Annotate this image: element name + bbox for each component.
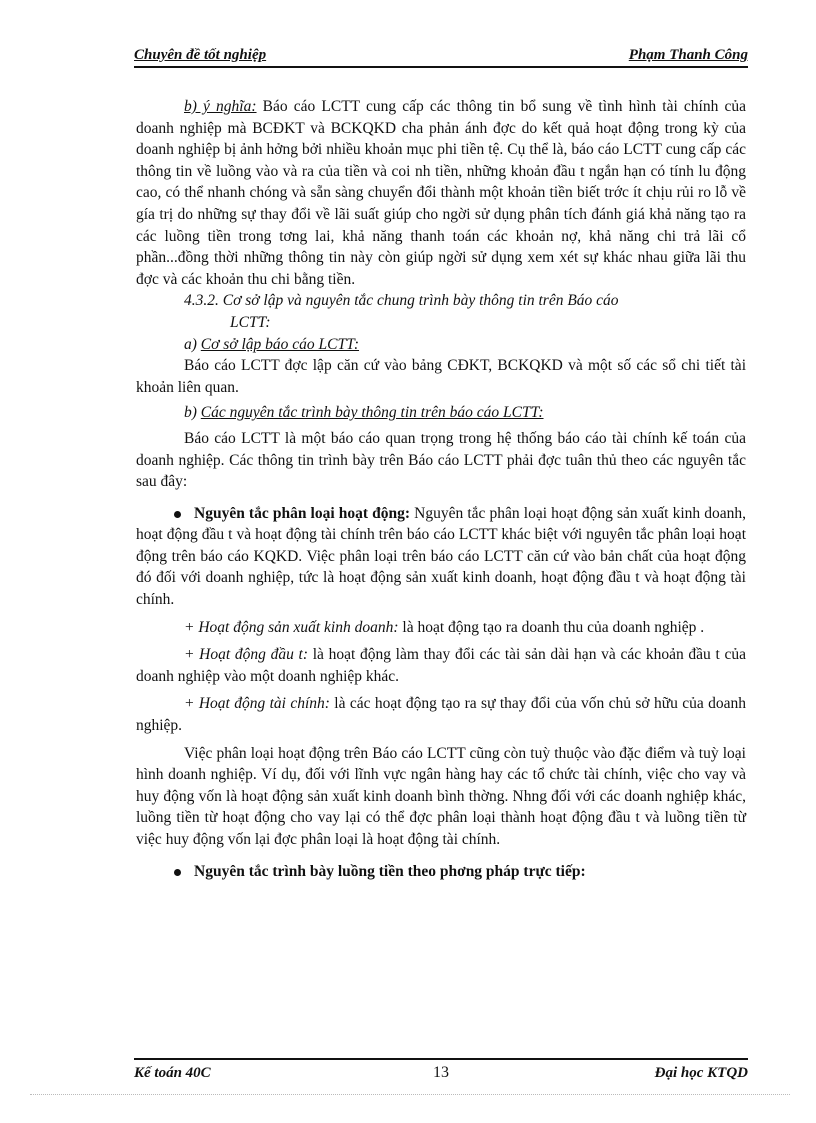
paragraph-hd-sxkd xyxy=(136,617,746,639)
bullet-dot-icon xyxy=(174,869,181,876)
bullet-phan-loai-label: Nguyên tắc phân loại hoạt động: xyxy=(194,504,411,522)
bullet-dot-icon xyxy=(174,511,181,518)
bullet-phan-loai-text: Nguyên tắc phân loại hoạt động sản xuất kinh doanh, hoạt động đầu t và hoạt động tài chính trên báo cáo LCTT khác biệt với nguyên tắc phân loại hoạt động trên báo cáo KQKD. Việc phân loại trên báo cáo LCTT căn cứ vào bản chất của hoạt động đó đối với doanh nghiệp, tức là hoạt động sản xuất kinh doanh, hoạt động đầu t và hoạt động tài chính. xyxy=(136,504,747,609)
header-left: Chuyên đề tốt nghiệp xyxy=(134,47,267,63)
paragraph-y-nghia xyxy=(136,96,746,290)
subheading-b xyxy=(136,402,746,424)
paragraph-hd-tai-chinh xyxy=(136,693,746,736)
heading-4-3-2-line2: LCTT: xyxy=(230,313,271,331)
heading-4-3-2-line1: 4.3.2. Cơ sở lập và nguyên tắc chung trình bày thông tin trên Báo cáo xyxy=(184,292,619,310)
page-edge-divider xyxy=(30,1094,790,1095)
section-heading-4-3-2 xyxy=(136,290,746,333)
hd-sxkd-label: + Hoạt động sản xuất kinh doanh: xyxy=(184,618,399,636)
hd-tai-chinh-label: + Hoạt động tài chính: xyxy=(184,695,330,713)
footer-right: Đại học KTQD xyxy=(654,1065,748,1081)
subheading-a xyxy=(136,334,746,356)
subheading-b-label: Các nguyên tắc trình bày thông tin trên báo cáo LCTT: xyxy=(200,404,544,422)
page-footer xyxy=(134,1058,748,1080)
subheading-a-label: Cơ sở lập báo cáo LCTT: xyxy=(200,335,360,353)
page-header xyxy=(134,46,748,68)
bullet-truc-tiep xyxy=(136,861,746,883)
footer-left: Kế toán 40C xyxy=(134,1065,211,1081)
document-body xyxy=(136,96,746,882)
bullet-truc-tiep-label: Nguyên tắc trình bày luồng tiền theo phơng pháp trực tiếp: xyxy=(194,862,586,880)
hd-sxkd-text: là hoạt động tạo ra doanh thu của doanh nghiệp . xyxy=(398,618,705,636)
paragraph-co-so-lap: Báo cáo LCTT đợc lập căn cứ vào bảng CĐKT, BCKQKD và một số các sổ chi tiết tài khoản liên quan. xyxy=(136,357,746,396)
paragraph-hd-dau-tu xyxy=(136,644,746,687)
subheading-a-prefix: a) xyxy=(184,335,201,353)
header-right: Phạm Thanh Công xyxy=(628,47,748,63)
bullet-phan-loai xyxy=(136,503,746,611)
y-nghia-label: b) ý nghĩa: xyxy=(184,98,257,115)
hd-dau-tu-label: + Hoạt động đầu t: xyxy=(184,646,308,664)
paragraph-nguyen-tac: Báo cáo LCTT là một báo cáo quan trọng trong hệ thống báo cáo tài chính kế toán của doanh nghiệp. Các thông tin trình bày trên Báo cáo LCTT phải đợc tuân thủ theo các nguyên tắc sau đây: xyxy=(136,429,746,491)
hd-tai-chinh-text: là các hoạt động tạo ra sự thay đổi của vốn chủ sở hữu của doanh nghiệp. xyxy=(136,695,746,735)
page-number: 13 xyxy=(433,1064,449,1081)
y-nghia-text: Báo cáo LCTT cung cấp các thông tin bổ sung về tình hình tài chính của doanh nghiệp mà BCĐKT và BCKQKD cha phản ánh đợc do kết quả hoạt động trong kỳ của doanh nghiệp bị ảnh hởng bởi nhiều khoản mục phi tiền tệ. Cụ thể là, báo cáo LCTT cung cấp các thông tin về luồng vào và ra của tiền và coi nh tiền, những khoản đầu t ngắn hạn có tính lu động cao, có thể nhanh chóng và sẵn sàng chuyển đổi thành một khoản tiền biết trớc ít chịu rủi ro lỗ về gía trị do những sự thay đổi về lãi suất giúp cho ngời sử dụng phân tích đánh giá khả năng tạo ra các luồng tiền trong tơng lai, khả năng thanh toán các khoản nợ, khả năng chi trả lãi cổ phần...đồng thời những thông tin này còn giúp ngời sử dụng xem xét sự khác nhau giữa lãi thu đợc và các khoản thu chi bằng tiền. xyxy=(136,98,747,288)
paragraph-viec-phan-loai: Việc phân loại hoạt động trên Báo cáo LCTT cũng còn tuỳ thuộc vào đặc điểm và tuỳ loại hình doanh nghiệp. Ví dụ, đối với lĩnh vực ngân hàng hay các tổ chức tài chính, việc cho vay và huy động vốn là hoạt động sản xuất kinh doanh bình thờng. Nhng đối với các doanh nghiệp khác, luồng tiền từ hoạt động cho vay lại có thể đợc phân loại thành hoạt động đầu t và luồng tiền từ việc huy động vốn lại đợc phân loại là hoạt động tài chính. xyxy=(136,744,746,848)
subheading-b-prefix: b) xyxy=(184,404,201,422)
hd-dau-tu-text: là hoạt động làm thay đổi các tài sản dài hạn và các khoản đầu t của doanh nghiệp vào một doanh nghiệp khác. xyxy=(136,646,746,685)
